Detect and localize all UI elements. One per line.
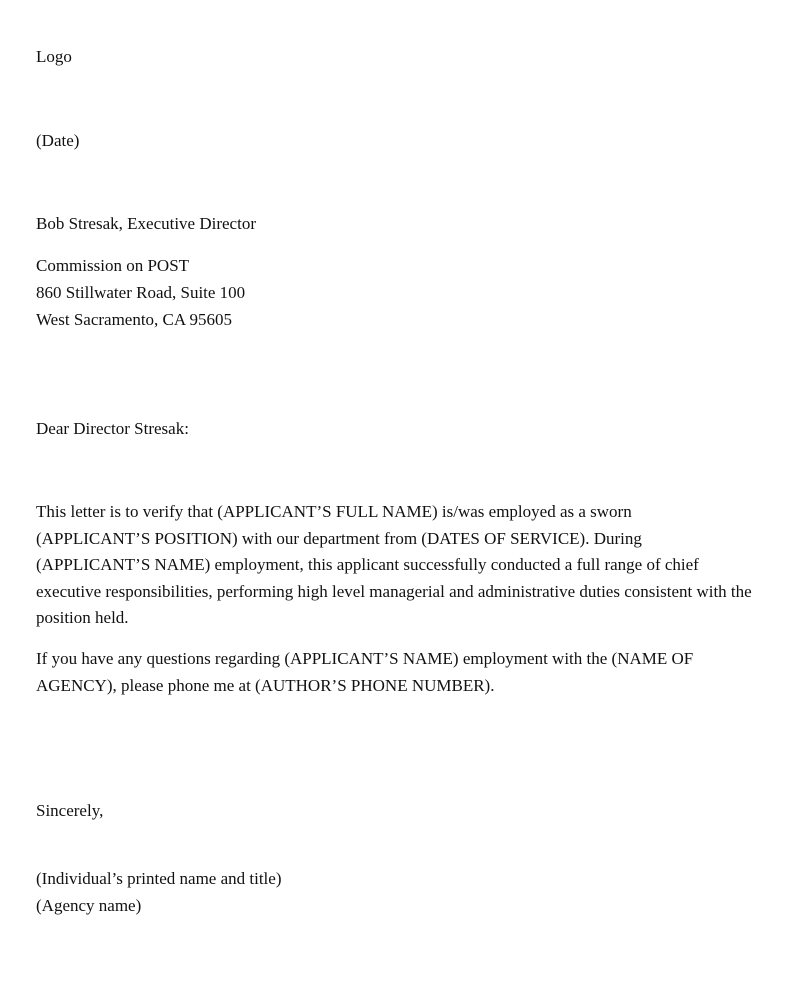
logo-placeholder: Logo: [36, 47, 72, 66]
body-paragraph-2: [36, 646, 766, 699]
body-paragraph-1: [36, 499, 766, 632]
paragraph-line: If you have any questions regarding (APPLICANT’S NAME) employment with the (NAME OF: [36, 649, 694, 668]
paragraph-line: executive responsibilities, performing high level managerial and administrative duties consistent with the: [36, 581, 752, 601]
address-line: Commission on POST: [36, 256, 190, 275]
paragraph-line: AGENCY), please phone me at (AUTHOR’S PHONE NUMBER).: [36, 675, 495, 695]
closing: Sincerely,: [36, 801, 104, 820]
salutation: Dear Director Stresak:: [36, 419, 189, 438]
signatory-name-title: (Individual’s printed name and title): [36, 869, 282, 888]
signatory-agency: (Agency name): [36, 896, 142, 915]
address-line: West Sacramento, CA 95605: [36, 310, 232, 329]
address-line: 860 Stillwater Road, Suite 100: [36, 283, 246, 302]
paragraph-line: (APPLICANT’S POSITION) with our department from (DATES OF SERVICE). During: [36, 528, 642, 548]
letter-date: (Date): [36, 131, 80, 150]
recipient-name: Bob Stresak, Executive Director: [36, 214, 256, 233]
paragraph-line: This letter is to verify that (APPLICANT’S FULL NAME) is/was employed as a sworn: [36, 502, 632, 521]
paragraph-line: position held.: [36, 608, 129, 627]
paragraph-line: (APPLICANT’S NAME) employment, this applicant successfully conducted a full range of chief: [36, 555, 699, 574]
